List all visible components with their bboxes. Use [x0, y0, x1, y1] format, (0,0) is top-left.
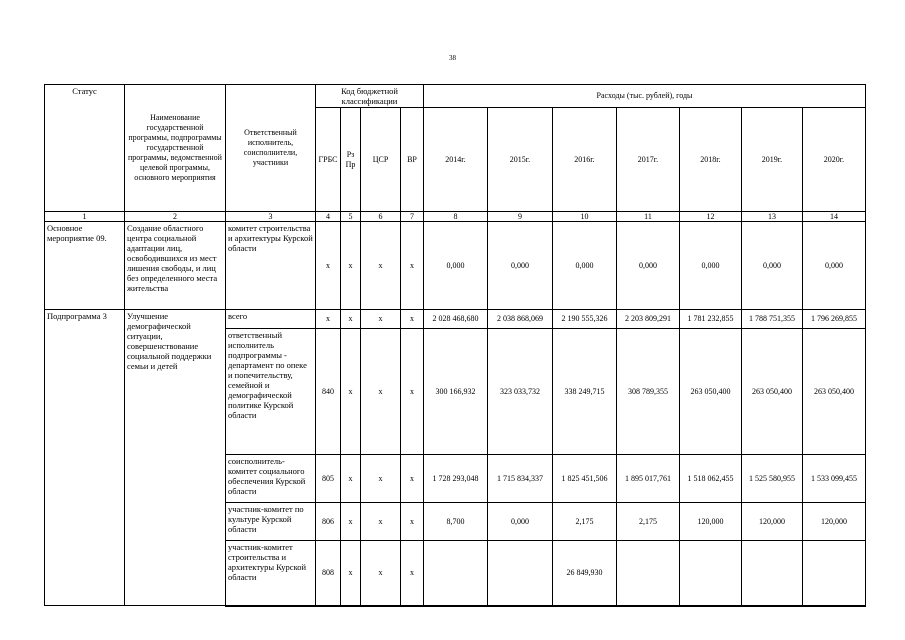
column-number: 13 [742, 212, 803, 222]
row-name: Создание областного центра социальной адаптации лиц, освободившихся из мест лишения свободы, и лиц без определенного места жительства [125, 222, 226, 310]
row-value: 1 825 451,506 [553, 455, 617, 503]
row-rzpr: х [341, 455, 361, 503]
row-rzpr: х [341, 310, 361, 329]
row-value: 120,000 [803, 503, 866, 541]
row-value: 2 203 809,291 [617, 310, 680, 329]
row-value: 1 533 099,455 [803, 455, 866, 503]
row-value: 1 895 017,761 [617, 455, 680, 503]
row-vr: х [401, 310, 424, 329]
header-rzpr: Рз Пр [341, 108, 361, 212]
row-vr: х [401, 541, 424, 606]
row-value: 2,175 [553, 503, 617, 541]
row-grbs: х [316, 222, 341, 310]
row-value: 1 728 293,048 [424, 455, 488, 503]
row-value: 1 796 269,855 [803, 310, 866, 329]
row-csr: х [361, 455, 401, 503]
row-csr: х [361, 503, 401, 541]
row-value: 2 038 868,069 [488, 310, 553, 329]
row-executor: ответственный исполнитель подпрограммы - департамент по опеке и попечительству, семейной и демографической политике Курской области [226, 329, 316, 455]
header-year: 2015г. [488, 108, 553, 212]
row-value [803, 541, 866, 606]
row-value: 338 249,715 [553, 329, 617, 455]
row-csr: х [361, 310, 401, 329]
row-value: 0,000 [803, 222, 866, 310]
row-value: 0,000 [424, 222, 488, 310]
page-number: 38 [449, 54, 456, 62]
row-value: 263 050,400 [680, 329, 742, 455]
column-number-row [45, 212, 866, 222]
row-executor: комитет строительства и архитектуры Курской области [226, 222, 316, 310]
header-name: Наименование государственной программы, подпрограммы государственной программы, ведомственной целевой программы, основного мероприятия [125, 85, 226, 212]
row-rzpr: х [341, 503, 361, 541]
row-vr: х [401, 503, 424, 541]
budget-table [44, 84, 866, 607]
row-value: 120,000 [680, 503, 742, 541]
row-value [424, 541, 488, 606]
row-value: 263 050,400 [803, 329, 866, 455]
row-grbs: 840 [316, 329, 341, 455]
column-number: 6 [361, 212, 401, 222]
table-row [45, 222, 866, 310]
row-csr: х [361, 329, 401, 455]
row-value: 0,000 [742, 222, 803, 310]
row-value [617, 541, 680, 606]
column-number: 5 [341, 212, 361, 222]
header-year: 2018г. [680, 108, 742, 212]
column-number: 7 [401, 212, 424, 222]
row-value: 0,000 [617, 222, 680, 310]
row-value: 2,175 [617, 503, 680, 541]
row-value: 120,000 [742, 503, 803, 541]
row-executor: участник-комитет строительства и архитектуры Курской области [226, 541, 316, 606]
row-value: 1 518 062,455 [680, 455, 742, 503]
row-value: 1 788 751,355 [742, 310, 803, 329]
header-year: 2017г. [617, 108, 680, 212]
row-value [488, 541, 553, 606]
column-number: 8 [424, 212, 488, 222]
header-budget-code: Код бюджетной классификации [316, 85, 424, 108]
column-number: 14 [803, 212, 866, 222]
row-grbs: 808 [316, 541, 341, 606]
row-value: 263 050,400 [742, 329, 803, 455]
row-grbs: 806 [316, 503, 341, 541]
column-number: 9 [488, 212, 553, 222]
header-expenses: Расходы (тыс. рублей), годы [424, 85, 866, 108]
row-grbs: 805 [316, 455, 341, 503]
column-number: 2 [125, 212, 226, 222]
table-row [45, 310, 866, 329]
row-value: 0,000 [488, 503, 553, 541]
row-value: 0,000 [488, 222, 553, 310]
row-value: 2 190 555,326 [553, 310, 617, 329]
row-value [680, 541, 742, 606]
column-number: 11 [617, 212, 680, 222]
row-value: 1 525 580,955 [742, 455, 803, 503]
header-year: 2014г. [424, 108, 488, 212]
row-vr: х [401, 329, 424, 455]
row-name: Улучшение демографической ситуации, совершенствование социальной поддержки семьи и детей [125, 310, 226, 606]
column-number: 3 [226, 212, 316, 222]
row-value: 2 028 468,680 [424, 310, 488, 329]
header-status: Статус [45, 85, 125, 212]
row-value: 300 166,932 [424, 329, 488, 455]
row-vr: х [401, 222, 424, 310]
header-grbs: ГРБС [316, 108, 341, 212]
column-number: 4 [316, 212, 341, 222]
row-value: 8,700 [424, 503, 488, 541]
header-year: 2020г. [803, 108, 866, 212]
header-year: 2016г. [553, 108, 617, 212]
row-grbs: х [316, 310, 341, 329]
row-value: 308 789,355 [617, 329, 680, 455]
row-vr: х [401, 455, 424, 503]
row-value [742, 541, 803, 606]
row-value: 1 781 232,855 [680, 310, 742, 329]
row-csr: х [361, 541, 401, 606]
row-value: 1 715 834,337 [488, 455, 553, 503]
row-rzpr: х [341, 541, 361, 606]
row-executor: всего [226, 310, 316, 329]
row-value: 0,000 [680, 222, 742, 310]
header-csr: ЦСР [361, 108, 401, 212]
row-value: 323 033,732 [488, 329, 553, 455]
row-value: 26 849,930 [553, 541, 617, 606]
column-number: 1 [45, 212, 125, 222]
header-year: 2019г. [742, 108, 803, 212]
row-csr: х [361, 222, 401, 310]
header-executor: Ответственный исполнитель, соисполнители, участники [226, 85, 316, 212]
row-rzpr: х [341, 329, 361, 455]
header-vr: ВР [401, 108, 424, 212]
row-rzpr: х [341, 222, 361, 310]
row-value: 0,000 [553, 222, 617, 310]
row-executor: участник-комитет по культуре Курской области [226, 503, 316, 541]
column-number: 10 [553, 212, 617, 222]
row-executor: соисполнитель-комитет социального обеспечения Курской области [226, 455, 316, 503]
column-number: 12 [680, 212, 742, 222]
row-status: Основное мероприятие 09. [45, 222, 125, 310]
row-status: Подпрограмма 3 [45, 310, 125, 606]
